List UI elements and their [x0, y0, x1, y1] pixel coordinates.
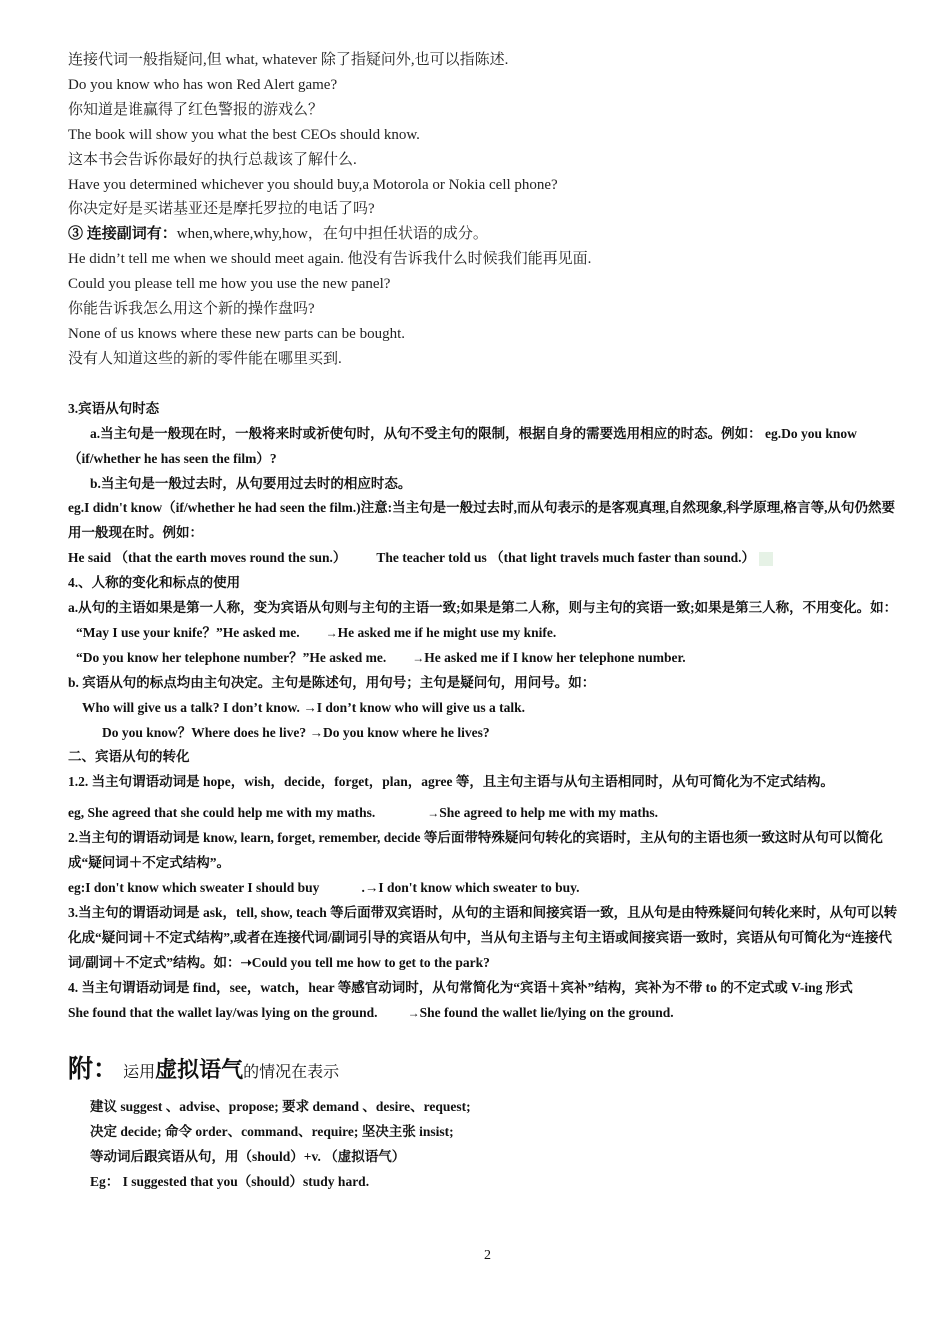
paragraph: 4. 当主句谓语动词是 find，see，watch，hear 等感官动词时，从句常简化为“宾语＋宾补”结构，宾补为不带 to 的不定式或 V-ing 形式: [68, 979, 853, 995]
text-line: None of us knows where these new parts can be bought.: [68, 325, 405, 342]
example: The teacher told us （that light travels much faster than sound.）: [376, 550, 756, 566]
example-left: “May I use your knife？”He asked me.: [76, 624, 300, 640]
section-person: [68, 571, 908, 745]
section-title: 4.、人称的变化和标点的使用: [68, 575, 241, 591]
appendix-heading: [68, 1049, 908, 1092]
paragraph: a.从句的主语如果是第一人称，变为宾语从句则与主句的主语一致;如果是第二人称，则与主句的宾语一致;如果是第三人称，不用变化。如：: [68, 600, 898, 616]
appendix-line: 建议 suggest 、advise、propose; 要求 demand 、desire、request;: [90, 1099, 471, 1115]
document-page: [68, 48, 908, 1194]
example-right: He asked me if he might use my knife.: [337, 624, 557, 640]
appendix-keyword: 虚拟语气: [155, 1058, 244, 1084]
example-line: [68, 646, 908, 671]
part1-block: [68, 48, 908, 372]
section-title: 二、宾语从句的转化: [68, 749, 190, 765]
example-left: “Do you know her telephone number？”He asked me.: [76, 649, 387, 665]
example-line: [68, 876, 908, 901]
appendix-line: Eg： I suggested that you（should）study hard.: [90, 1174, 370, 1190]
example-left: eg, She agreed that she could help me with my maths.: [68, 805, 376, 821]
example-line: [68, 1001, 908, 1026]
example-right: She found the wallet lie/lying on the ground.: [419, 1004, 674, 1020]
text-line: 这本书会告诉你最好的执行总裁该了解什么.: [68, 151, 357, 168]
example-line: [68, 621, 908, 646]
text-line: Do you know who has won Red Alert game?: [68, 76, 338, 93]
example-right: .→I don't know which sweater to buy.: [361, 880, 580, 895]
example-left: She found that the wallet lay/was lying on the ground.: [68, 1004, 378, 1020]
appendix-body: [68, 1094, 908, 1194]
section-title: 3.宾语从句时态: [68, 400, 160, 416]
example-right: She agreed to help me with my maths.: [439, 805, 659, 821]
paragraph: 3.当主句的谓语动词是 ask，tell, show, teach 等后面带双宾语时，从句的主语和间接宾语一致，且从句是由特殊疑问句转化来时，从句可以转化成“疑问词＋不定式结构”,或者在连接代词/副词引导的宾语从句中，当从句主语与主句主语或间接宾语一致时，宾语从句可简化为“连接代词/副词＋不定式”结构。如：➝Could you tell me how to get to the park?: [68, 904, 898, 970]
text-line: Could you please tell me how you use the new panel?: [68, 276, 391, 293]
page-number: 2: [484, 1248, 491, 1263]
example-line: Who will give us a talk? I don’t know. →I don’t know who will give us a talk.: [82, 699, 525, 715]
paragraph: 2.当主句的谓语动词是 know, learn, forget, remember, decide 等后面带特殊疑问句转化的宾语时，主从句的主语也须一致这时从句可以简化成“疑问词＋不定式结构”。: [68, 830, 883, 871]
example-line: [68, 546, 908, 571]
arrow-icon: →: [412, 650, 425, 665]
paragraph: 1.2. 当主句谓语动词是 hope，wish，decide，forget，plan，agree 等，且主句主语与从句主语相同时，从句可简化为不定式结构。: [68, 774, 834, 790]
example-line: [68, 801, 908, 826]
text-line: 没有人知道这些的新的零件能在哪里买到.: [68, 350, 342, 367]
appendix-post: 的情况在表示: [243, 1062, 340, 1082]
appendix-line: 等动词后跟宾语从句，用（should）+v. （虚拟语气）: [90, 1149, 406, 1165]
text-line: He didn’t tell me when we should meet again. 他没有告诉我什么时候我们能再见面.: [68, 251, 592, 268]
text-line: Have you determined whichever you should buy,a Motorola or Nokia cell phone?: [68, 176, 558, 193]
text-line: The book will show you what the best CEOs should know.: [68, 126, 420, 143]
text-line: 你知道是谁赢得了红色警报的游戏么？: [68, 101, 324, 118]
section-tense: [68, 397, 908, 571]
appendix-line: 决定 decide; 命令 order、command、require; 坚决主张 insist;: [90, 1124, 454, 1140]
section-conversion: [68, 745, 908, 1025]
adverb-heading: ③ 连接副词有：: [68, 226, 177, 243]
adverb-rest: when,where,why,how，在句中担任状语的成分。: [176, 226, 488, 243]
text-line: 你能告诉我怎么用这个新的操作盘吗?: [68, 301, 315, 318]
example: He said （that the earth moves round the sun.）: [68, 550, 347, 566]
paragraph: a.当主句是一般现在时，一般将来时或祈使句时，从句不受主句的限制，根据自身的需要选用相应的时态。例如： eg.Do you know（if/whether he has seen the film）?: [68, 425, 857, 466]
example-left: eg:I don't know which sweater I should buy: [68, 880, 320, 895]
example-line: Do you know？Where does he live? →Do you know where he lives?: [102, 724, 490, 740]
paragraph: eg.I didn't know（if/whether he had seen the film.)注意:当主句是一般过去时,而从句表示的是客观真理,自然现象,科学原理,格言等,从句仍然要用一般现在时。例如：: [68, 500, 896, 541]
appendix-pre: 运用: [123, 1062, 156, 1082]
paragraph: b. 宾语从句的标点均由主句决定。主句是陈述句，用句号；主句是疑问句，用问号。如：: [68, 674, 596, 690]
appendix-label: 附：: [68, 1054, 119, 1084]
adverb-line: [68, 222, 908, 247]
paragraph: b.当主句是一般过去时，从句要用过去时的相应时态。: [90, 475, 412, 491]
example-right: He asked me if I know her telephone number.: [424, 649, 686, 665]
text-line: 你决定好是买诺基亚还是摩托罗拉的电话了吗?: [68, 201, 375, 218]
arrow-icon: →: [325, 625, 338, 640]
arrow-icon: →: [407, 1005, 420, 1020]
text-line: 连接代词一般指疑问,但 what, whatever 除了指疑问外,也可以指陈述.: [68, 52, 509, 68]
arrow-icon: →: [427, 806, 440, 821]
highlight-mark: [759, 552, 773, 566]
